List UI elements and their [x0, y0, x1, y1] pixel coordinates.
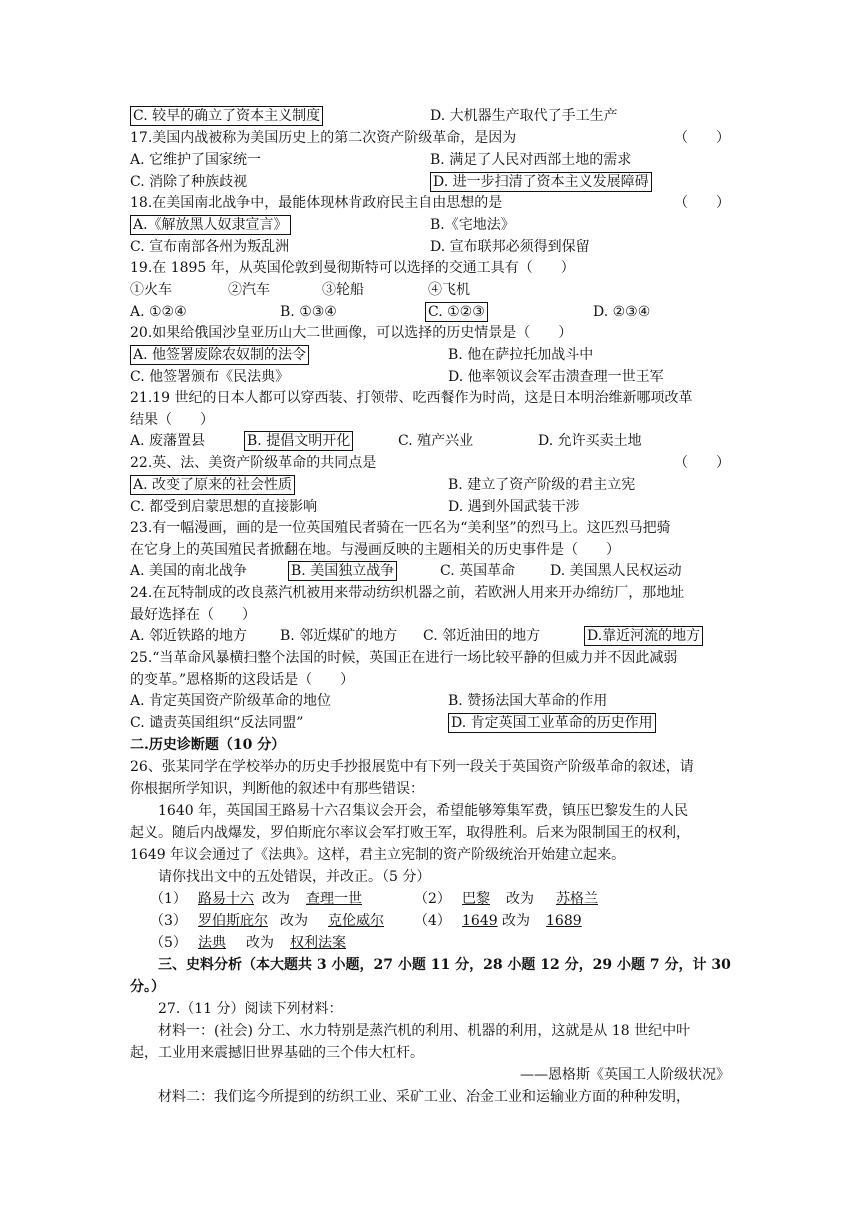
- q23-option-c[interactable]: C. 英国革命: [440, 563, 516, 579]
- q20-options-ab: [130, 344, 730, 366]
- q24-stem-text-2: 最好选择在（ ）: [130, 607, 256, 623]
- q26-wrong-3: 罗伯斯庇尔: [198, 913, 268, 929]
- q27-source-text: ——恩格斯《英国工人阶级状况》: [520, 1067, 730, 1083]
- q21-stem-text-1: 21.19 世纪的日本人都可以穿西装、打领带、吃西餐作为时尚，这是日本明治维新哪项改革: [130, 390, 693, 406]
- q26-answer-num-5: （5）: [150, 935, 187, 951]
- q26-passage-line2: 起义。随后内战爆发，罗伯斯庇尔率议会军打败王军，取得胜利。后来为限制国王的权利，: [130, 825, 690, 841]
- q23-option-b-answer[interactable]: B. 美国独立战争: [288, 561, 397, 581]
- q23-stem-text-1: 23.有一幅漫画，画的是一位英国殖民者骑在一匹名为“美利坚”的烈马上。这匹烈马把骑: [130, 520, 671, 536]
- q26-wrong-2: 巴黎: [462, 891, 490, 907]
- q19-item-2: ②汽车: [228, 282, 270, 298]
- q22-stem-text: 22.英、法、美资产阶级革命的共同点是: [130, 455, 377, 471]
- q18-options-cd: [130, 236, 730, 258]
- q23-stem-text-2: 在它身上的英国殖民者掀翻在地。与漫画反映的主题相关的历史事件是（ ）: [130, 542, 620, 558]
- q26-answer-row-2: [150, 910, 730, 932]
- q26-change-to-1: 改为: [262, 891, 290, 907]
- q24-option-a[interactable]: A. 邻近铁路的地方: [130, 628, 248, 644]
- q20-option-d[interactable]: D. 他率领议会军击溃查理一世王军: [448, 369, 664, 385]
- q26-change-to-4: 改为: [502, 913, 530, 929]
- q26-instruction: 请你找出文中的五处错误，并改正。（5 分）: [158, 869, 431, 885]
- section-3-title-line1: 三、史料分析（本大题共 3 小题，27 小题 11 分，28 小题 12 分，29 小题 7 分，计 30: [158, 957, 731, 973]
- q26-correct-4: 1689: [546, 913, 582, 929]
- q21-options: [130, 430, 730, 452]
- q18-options-ab: [130, 214, 730, 236]
- q19-option-c-answer[interactable]: C. ①②③: [425, 302, 488, 322]
- q26-passage-line1: 1640 年，英国国王路易十六召集议会开会，希望能够筹集军费，镇压巴黎发生的人民: [158, 803, 689, 819]
- q19-option-b[interactable]: B. ①③④: [280, 304, 337, 320]
- q22-options-ab: [130, 474, 730, 496]
- q20-stem: [130, 322, 730, 344]
- q17-option-c[interactable]: C. 消除了种族歧视: [130, 174, 248, 190]
- q21-option-b-answer[interactable]: B. 提倡文明开化: [244, 431, 353, 451]
- q23-option-a[interactable]: A. 美国的南北战争: [130, 563, 248, 579]
- q21-option-d[interactable]: D. 允许买卖土地: [538, 433, 642, 449]
- q20-option-c[interactable]: C. 他签署颁布《民法典》: [130, 369, 290, 385]
- q20-stem-text: 20.如果给俄国沙皇亚历山大二世画像，可以选择的历史情景是（ ）: [130, 325, 573, 341]
- q19-item-3: ③轮船: [322, 282, 364, 298]
- q26-stem-text-2: 你根据所学知识，判断他的叙述中有那些错误：: [130, 781, 424, 797]
- q24-stem-line1: [130, 582, 730, 604]
- q17-option-d-answer[interactable]: D. 进一步扫清了资本主义发展障碍: [430, 172, 652, 192]
- q17-option-a[interactable]: A. 它维护了国家统一: [130, 152, 262, 168]
- q19-item-4: ④飞机: [428, 282, 470, 298]
- q26-answer-num-1: （1）: [150, 891, 187, 907]
- q19-item-1: ①火车: [130, 282, 172, 298]
- q16-option-d[interactable]: D. 大机器生产取代了手工生产: [430, 108, 618, 124]
- q25-option-d-answer[interactable]: D. 肯定英国工业革命的历史作用: [448, 713, 656, 733]
- q27-head: 27.（11 分）阅读下列材料：: [158, 1001, 343, 1017]
- q24-option-d-answer[interactable]: D.靠近河流的地方: [584, 626, 703, 646]
- q20-option-b[interactable]: B. 他在萨拉托加战斗中: [448, 347, 594, 363]
- q26-answer-row-3: [150, 932, 730, 954]
- q26-wrong-5: 法典: [198, 935, 226, 951]
- q26-correct-1: 查理一世: [306, 891, 362, 907]
- q24-stem-line2: [130, 604, 730, 626]
- q19-options: [130, 301, 730, 323]
- q19-stem: [130, 257, 730, 279]
- q17-answer-paren: （ ）: [674, 130, 730, 146]
- q24-options: [130, 625, 730, 647]
- q17-options-cd: [130, 171, 730, 193]
- q26-correct-3: 克伦威尔: [328, 913, 384, 929]
- q26-answer-row-1: [150, 888, 730, 910]
- q26-answer-num-2: （2）: [414, 891, 451, 907]
- q21-stem-text-2: 结果（ ）: [130, 412, 214, 428]
- q17-stem: [130, 127, 730, 149]
- q18-option-a-answer[interactable]: A.《解放黑人奴隶宣言》: [130, 215, 291, 235]
- q23-options: [130, 560, 730, 582]
- q22-stem: [130, 452, 730, 474]
- q27-source: [130, 1064, 730, 1086]
- q22-option-c[interactable]: C. 都受到启蒙思想的直接影响: [130, 499, 318, 515]
- q22-option-d[interactable]: D. 遇到外国武装干涉: [448, 499, 580, 515]
- q21-stem-line1: [130, 387, 730, 409]
- q16-option-c-answer[interactable]: C. 较早的确立了资本主义制度: [130, 106, 323, 126]
- q22-option-b[interactable]: B. 建立了资产阶级的君主立宪: [448, 477, 636, 493]
- q17-stem-text: 17.美国内战被称为美国历史上的第二次资产阶级革命，是因为: [130, 130, 517, 146]
- q26-answer-num-4: （4）: [414, 913, 451, 929]
- q21-option-c[interactable]: C. 殖产兴业: [398, 433, 474, 449]
- q17-options-ab: [130, 149, 730, 171]
- q25-option-a[interactable]: A. 肯定英国资产阶级革命的地位: [130, 693, 332, 709]
- q27-material2-line1: 材料二：我们迄今所提到的纺织工业、采矿工业、冶金工业和运输业方面的种种发明，: [158, 1089, 690, 1105]
- q19-stem-text: 19.在 1895 年，从英国伦敦到曼彻斯特可以选择的交通工具有（ ）: [130, 260, 575, 276]
- q18-option-c[interactable]: C. 宣布南部各州为叛乱洲: [130, 239, 290, 255]
- q25-option-c[interactable]: C. 谴责英国组织“反法同盟”: [130, 715, 304, 731]
- q25-option-b[interactable]: B. 赞扬法国大革命的作用: [448, 693, 608, 709]
- q26-correct-2: 苏格兰: [556, 891, 598, 907]
- q26-passage-line3: 1649 年议会通过了《法典》。这样，君主立宪制的资产阶级统治开始建立起来。: [130, 847, 626, 863]
- q26-change-to-2: 改为: [506, 891, 534, 907]
- q26-change-to-3: 改为: [280, 913, 308, 929]
- q18-stem-text: 18.在美国南北战争中，最能体现林肯政府民主自由思想的是: [130, 195, 503, 211]
- q27-material1-line1: 材料一：(社会) 分工、水力特别是蒸汽机的利用、机器的利用，这就是从 18 世纪中叶: [158, 1023, 691, 1039]
- q26-stem-text-1: 26、张某同学在学校举办的历史手抄报展览中有下列一段关于英国资产阶级革命的叙述，请: [130, 759, 694, 775]
- q25-options-cd: [130, 712, 730, 734]
- q23-option-d[interactable]: D. 美国黑人民权运动: [550, 563, 682, 579]
- q18-option-d[interactable]: D. 宣布联邦必须得到保留: [430, 239, 590, 255]
- q17-option-b[interactable]: B. 满足了人民对西部土地的需求: [430, 152, 632, 168]
- q22-options-cd: [130, 496, 730, 518]
- q25-stem-line2: [130, 669, 730, 691]
- q19-option-d[interactable]: D. ②③④: [593, 304, 651, 320]
- q23-stem-line1: [130, 517, 730, 539]
- q26-answer-num-3: （3）: [150, 913, 187, 929]
- q26-wrong-4: 1649: [462, 913, 498, 929]
- q19-items: [130, 279, 730, 301]
- q27-material1-line2: 起，工业用来震撼旧世界基础的三个伟大杠杆。: [130, 1045, 424, 1061]
- q25-stem-line1: [130, 647, 730, 669]
- section-2-title: 二.历史诊断题（10 分）: [130, 737, 286, 753]
- q19-option-a[interactable]: A. ①②④: [130, 304, 187, 320]
- q20-options-cd: [130, 366, 730, 388]
- q25-stem-text-1: 25.“当革命风暴横扫整个法国的时候，英国正在进行一场比较平静的但威力并不因此减弱: [130, 650, 678, 666]
- q16-options-cd: [130, 105, 730, 127]
- q26-stem-line1: [130, 756, 730, 778]
- q24-stem-text-1: 24.在瓦特制成的改良蒸汽机被用来带动纺织机器之前，若欧洲人用来开办绵纺厂，那地址: [130, 585, 685, 601]
- section-3-title-line2: 分。）: [130, 979, 165, 995]
- q24-option-b[interactable]: B. 邻近煤矿的地方: [280, 628, 398, 644]
- q26-stem-line2: [130, 778, 730, 800]
- q18-option-b[interactable]: B.《宅地法》: [430, 217, 515, 233]
- q25-options-ab: [130, 690, 730, 712]
- q21-option-a[interactable]: A. 废藩置县: [130, 433, 206, 449]
- q25-stem-text-2: 的变革。”恩格斯的这段话是（ ）: [130, 672, 355, 688]
- q24-option-c[interactable]: C. 邻近油田的地方: [423, 628, 541, 644]
- q22-option-a-answer[interactable]: A. 改变了原来的社会性质: [130, 475, 295, 495]
- q26-correct-5: 权利法案: [290, 935, 346, 951]
- q20-option-a-answer[interactable]: A. 他签署废除农奴制的法令: [130, 345, 309, 365]
- q26-change-to-5: 改为: [246, 935, 274, 951]
- q23-stem-line2: [130, 539, 730, 561]
- q18-stem: [130, 192, 730, 214]
- q21-stem-line2: [130, 409, 730, 431]
- q26-wrong-1: 路易十六: [198, 891, 254, 907]
- q22-answer-paren: （ ）: [674, 455, 730, 471]
- q18-answer-paren: （ ）: [674, 195, 730, 211]
